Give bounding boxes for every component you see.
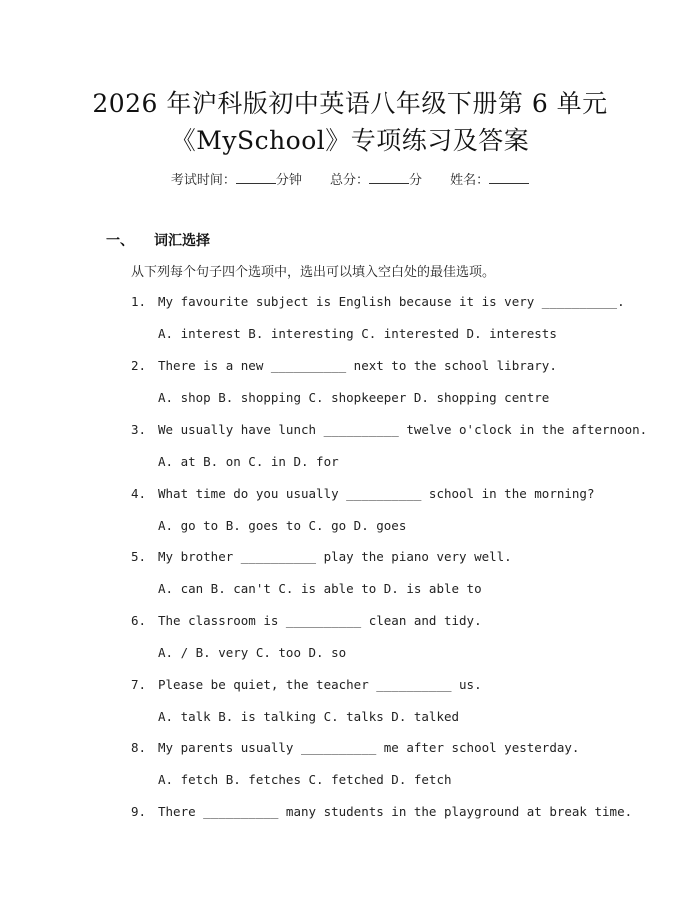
question-6 bbox=[131, 613, 482, 628]
question-1-options: A. interest B. interesting C. interested D. interests bbox=[158, 326, 557, 341]
exam-name bbox=[450, 169, 529, 188]
question-text: The classroom is __________ clean and tidy. bbox=[158, 613, 482, 628]
question-8-options: A. fetch B. fetches C. fetched D. fetch bbox=[158, 772, 452, 787]
question-text: What time do you usually __________ school in the morning? bbox=[158, 486, 595, 501]
question-4 bbox=[131, 486, 595, 501]
exam-score-label: 总分： bbox=[329, 173, 369, 188]
question-8 bbox=[131, 740, 579, 755]
question-number: 8. bbox=[131, 740, 147, 755]
question-number: 2. bbox=[131, 358, 147, 373]
question-5 bbox=[131, 549, 512, 564]
question-text: There __________ many students in the playground at break time. bbox=[158, 804, 633, 819]
exam-time-unit: 分钟 bbox=[275, 173, 302, 188]
question-7 bbox=[131, 677, 482, 692]
question-number: 6. bbox=[131, 613, 147, 628]
question-3-options: A. at B. on C. in D. for bbox=[158, 454, 339, 469]
exam-name-label: 姓名： bbox=[450, 173, 490, 188]
document-title-line-2: 《MySchool》专项练习及答案 bbox=[170, 126, 530, 155]
question-6-options: A. / B. very C. too D. so bbox=[158, 645, 347, 660]
question-number: 9. bbox=[131, 804, 147, 819]
exam-score bbox=[330, 169, 422, 188]
question-number: 7. bbox=[131, 677, 147, 692]
question-text: There is a new __________ next to the school library. bbox=[158, 358, 557, 373]
question-3 bbox=[131, 422, 647, 437]
section-number: 一、 bbox=[106, 233, 134, 249]
question-2 bbox=[131, 358, 557, 373]
question-1 bbox=[131, 294, 625, 309]
exam-time-blank bbox=[236, 171, 276, 184]
question-text: Please be quiet, the teacher __________ us. bbox=[158, 677, 482, 692]
document-title-line-1: 2026 年沪科版初中英语八年级下册第 6 单元 bbox=[92, 89, 608, 118]
exam-time-label: 考试时间： bbox=[170, 173, 236, 188]
question-9 bbox=[131, 804, 632, 819]
exam-name-blank bbox=[489, 171, 529, 184]
question-text: My brother __________ play the piano very well. bbox=[158, 549, 512, 564]
question-number: 3. bbox=[131, 422, 147, 437]
exam-time bbox=[171, 169, 302, 188]
section-instruction: 从下列每个句子四个选项中，选出可以填入空白处的最佳选项。 bbox=[131, 265, 496, 280]
question-text: We usually have lunch __________ twelve o'clock in the afternoon. bbox=[158, 422, 648, 437]
exam-meta bbox=[0, 169, 700, 188]
question-text: My parents usually __________ me after school yesterday. bbox=[158, 740, 580, 755]
question-7-options: A. talk B. is talking C. talks D. talked bbox=[158, 709, 460, 724]
question-number: 1. bbox=[131, 294, 147, 309]
exam-score-blank bbox=[369, 171, 409, 184]
question-number: 5. bbox=[131, 549, 147, 564]
question-4-options: A. go to B. goes to C. go D. goes bbox=[158, 518, 407, 533]
question-number: 4. bbox=[131, 486, 147, 501]
question-5-options: A. can B. can't C. is able to D. is able to bbox=[158, 581, 482, 596]
question-text: My favourite subject is English because it is very __________. bbox=[158, 294, 625, 309]
section-heading bbox=[106, 230, 210, 250]
question-2-options: A. shop B. shopping C. shopkeeper D. shopping centre bbox=[158, 390, 550, 405]
section-title: 词汇选择 bbox=[154, 233, 210, 249]
exam-score-unit: 分 bbox=[409, 173, 423, 188]
